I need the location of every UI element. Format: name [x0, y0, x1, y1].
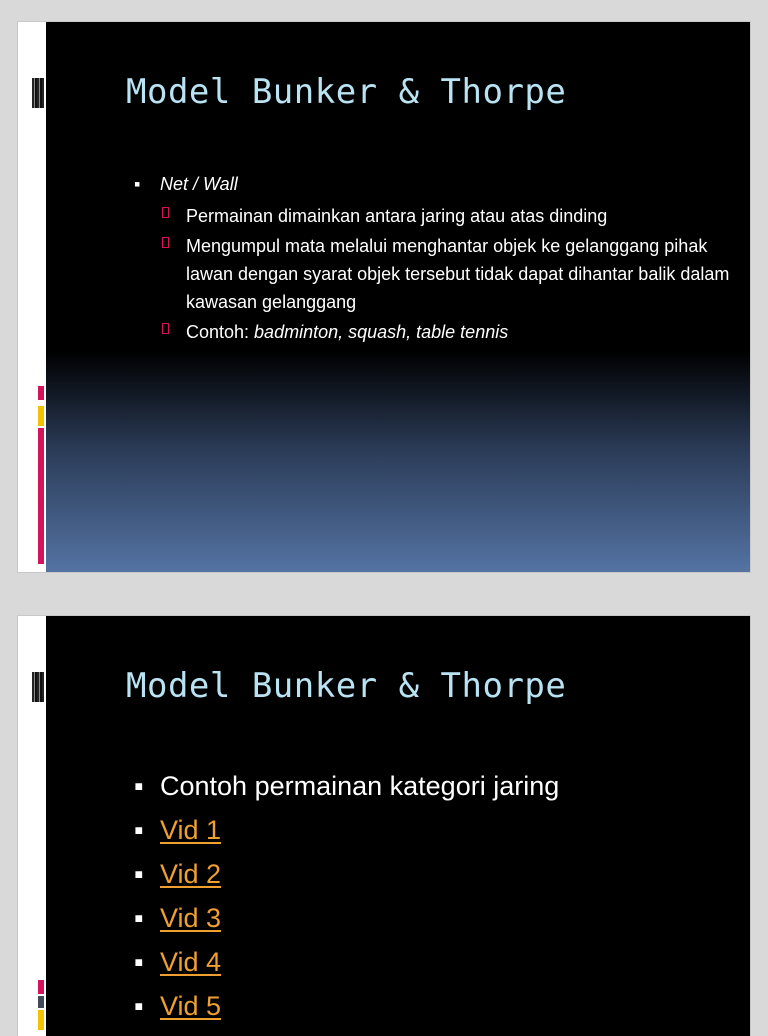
bullet-vid-3 [134, 896, 734, 940]
sub-bullet-example [160, 318, 734, 346]
accent-bar-yellow [38, 1010, 44, 1030]
slide-body [46, 616, 750, 1036]
vid-link-5[interactable]: Vid 5 [160, 991, 222, 1021]
square-bullet-icon: ▪ [134, 771, 144, 801]
bullet-list [134, 764, 734, 1028]
square-bullet-icon: ▪ [134, 859, 144, 889]
square-bullet-icon: ▪ [134, 947, 144, 977]
sub-bullet-text: Permainan dimainkan antara jaring atau atas dinding [186, 206, 608, 226]
vid-link-3[interactable]: Vid 3 [160, 903, 222, 933]
bullet-vid-2 [134, 852, 734, 896]
accent-bar-yellow [38, 406, 44, 426]
accent-bar-pink-top [38, 980, 44, 994]
bullet-list [134, 172, 734, 348]
bullet-vid-5 [134, 984, 734, 1028]
bullet-net-wall [134, 172, 734, 196]
slide-edge-marker [32, 672, 44, 702]
vid-link-2[interactable]: Vid 2 [160, 859, 222, 889]
square-bullet-icon: ▪ [134, 903, 144, 933]
bullet-vid-1 [134, 808, 734, 852]
slide-1 [18, 22, 750, 572]
bullet-intro [134, 764, 734, 808]
bullet-text: Contoh permainan kategori jaring [160, 771, 560, 801]
sub-bullet-text: Mengumpul mata melalui menghantar objek ke gelanggang pihak lawan dengan syarat objek tersebut tidak dapat dihantar balik dalam kawasan gelanggang [186, 236, 730, 312]
bullet-text: Net / Wall [160, 174, 238, 194]
example-items: badminton, squash, table tennis [254, 322, 509, 342]
slide-title: Model Bunker & Thorpe [126, 72, 567, 112]
slide-title: Model Bunker & Thorpe [126, 666, 567, 706]
slide-edge-marker [32, 78, 44, 108]
accent-bar-gray [38, 996, 44, 1008]
sub-bullet [160, 232, 734, 316]
slide-2 [18, 616, 750, 1036]
sub-bullet-icon [162, 323, 169, 334]
slide-body [46, 22, 750, 572]
vid-link-4[interactable]: Vid 4 [160, 947, 222, 977]
accent-bar-pink-top [38, 386, 44, 400]
sub-bullet-icon [162, 207, 169, 218]
vid-link-1[interactable]: Vid 1 [160, 815, 222, 845]
square-bullet-icon: ▪ [134, 815, 144, 845]
example-prefix: Contoh: [186, 322, 255, 342]
accent-bar-pink [38, 428, 44, 564]
square-bullet-icon: ▪ [134, 174, 141, 194]
sub-bullet [160, 202, 734, 230]
bullet-vid-4 [134, 940, 734, 984]
sub-bullet-icon [162, 237, 169, 248]
square-bullet-icon: ▪ [134, 991, 144, 1021]
